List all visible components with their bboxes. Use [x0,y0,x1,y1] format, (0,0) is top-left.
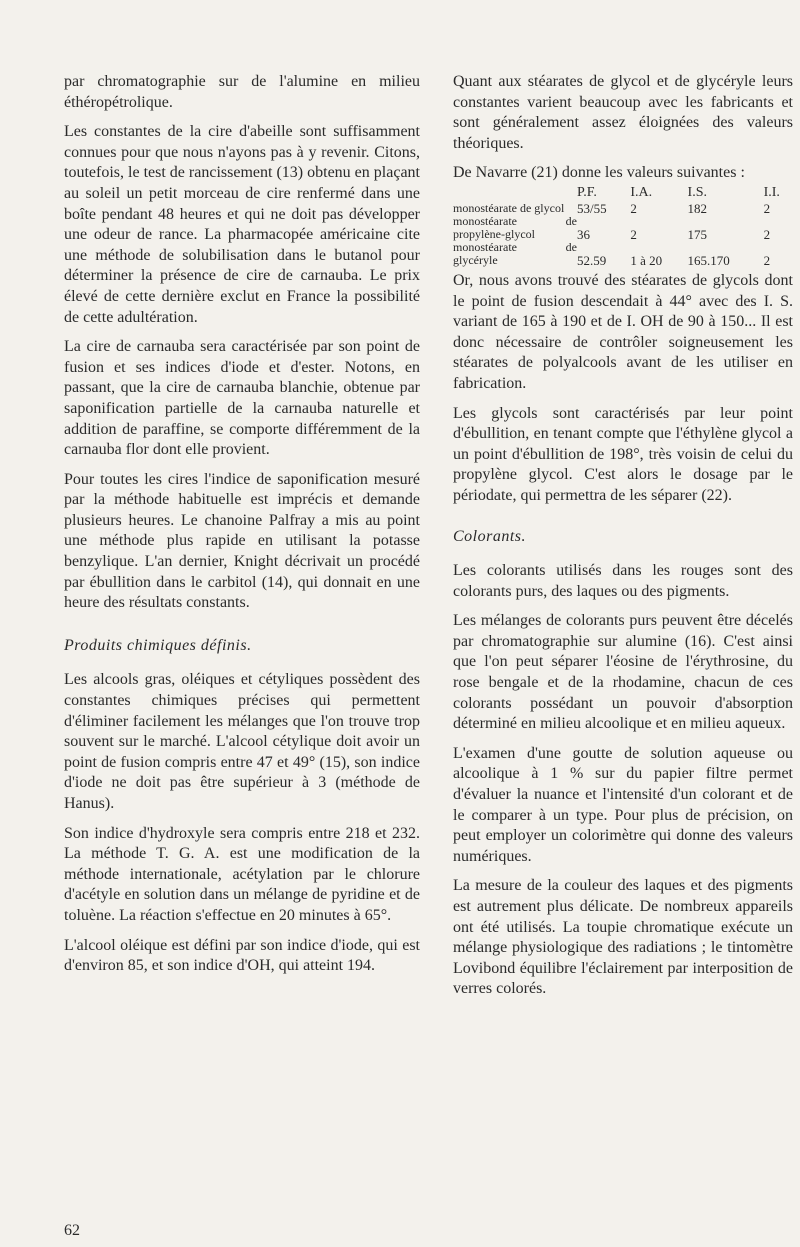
melting-point: 36 [577,226,590,242]
column-header: I.I. [763,184,780,200]
paragraph: De Navarre (21) donne les valeurs suivantes : [453,164,745,182]
acid-index: 1 à 20 [630,252,663,268]
table-header-row [453,186,793,202]
paragraph: Les colorants utilisés dans les rouges sont des colorants purs, des laques ou des pigments. [453,562,793,600]
paragraph: Les mélanges de colorants purs peuvent être décelés par chromatographie sur alumine (16). C'est ainsi que l'on peut séparer l'éosine de l'érythrosine, du rose bengale et de la rhodamine, chacun de ces colorants possédant un pouvoir d'absorption déterminé en milieu alcoolique et en milieu aqueux. [453,612,793,733]
saponification-index: 175 [687,226,708,242]
acid-index: 2 [630,200,637,216]
iodine-index: 2 [763,226,771,242]
column-header: I.S. [687,184,707,200]
column-header: I.A. [630,184,653,200]
melting-point: 53/55 [577,200,607,216]
paragraph: Les alcools gras, oléiques et cétyliques possèdent des constantes chimiques précises qui permettent d'éliminer facilement les mélanges que l'on trouve trop souvent sur le marché. L'alcool cétylique doit avoir un point de fusion compris entre 47 et 49° (15), son indice d'iode ne doit pas être supérieur à 3 (méthode de Hanus). [64,671,420,812]
saponification-index: 182 [687,200,708,216]
iodine-index: 2 [763,200,771,216]
page-number: 62 [64,1222,80,1239]
paragraph: Or, nous avons trouvé des stéarates de glycols dont le point de fusion descendait à 44° avec des I. S. variant de 165 à 190 et de I. OH de 90 à 150... Il est donc nécessaire de contrôler soigneusement les stéarates de polyalcools avant de les utiliser en fabrication. [453,271,793,392]
column-header: P.F. [577,184,597,200]
paragraph: par chromatographie sur de l'alumine en milieu éthéropétrolique. [64,73,420,111]
paragraph: Les constantes de la cire d'abeille sont suffisamment connues pour que nous n'ayons pas à y revenir. Citons, toutefois, le test de rancissement (13) obtenu en plaçant au soleil un petit morceau de cire renfermé dans une boîte pendant 48 heures et qui ne doit pas développer une odeur de rance. La pharmacopée américaine cite une méthode de solubilisation dans le butanol pour déterminer la présence de cire de carnauba. Le prix élevé de cette dernière exclut en France la possibilité de cette adultération. [64,123,420,326]
paragraph: Quant aux stéarates de glycol et de glycéryle leurs constantes varient beaucoup avec les fabricants et sont généralement assez éloignées des valeurs théoriques. [453,73,793,152]
iodine-index: 2 [763,252,771,268]
melting-point: 52.59 [577,252,607,268]
paragraph: L'examen d'une goutte de solution aqueuse ou alcoolique à 1 % sur du papier filtre permet d'évaluer la nuance et l'intensité d'un colorant et de le comparer à un type. Pour plus de précision, on peut employer un colorimètre qui donne des valeurs numériques. [453,744,793,865]
section-heading: Produits chimiques définis. [64,636,252,654]
paragraph: La mesure de la couleur des laques et des pigments est autrement plus délicate. De nombreux appareils ont été utilisés. La toupie chromatique exécute un mélange physiologique des radiations ; le tintomètre Lovibond équilibre l'éclairement par interposition de verres colorés. [453,877,793,998]
right-column [453,72,793,1009]
paragraph: Pour toutes les cires l'indice de saponification mesuré par la méthode habituelle est imprécis et demande plusieurs heures. Le chanoine Palfray a mis au point une méthode plus rapide en utilisant la potasse benzylique. L'an dernier, Knight décrivait un procédé par ébullition dans le carbitol (14), qui donnait en une heure des résultats constants. [64,470,420,612]
compound-name: monostéarate de glycéryle [453,239,577,267]
paragraph: La cire de carnauba sera caractérisée par son point de fusion et ses indices d'iode et d'ester. Notons, en passant, que la cire de carnauba blanchie, obtenue par saponification partielle de la carnauba naturelle et addition de paraffine, se comporte différemment de la carnauba flor dont elle provient. [64,338,420,459]
saponification-index: 165.170 [687,252,730,268]
table-row [453,215,793,241]
compound-name: monostéarate de propylène-glycol [453,213,577,241]
paragraph: Les glycols sont caractérisés par leur point d'ébullition, en tenant compte que l'éthylène glycol a un point d'ébullition de 198°, très voisin de celui du propylène glycol. C'est alors le dosage par le périodate, qui permettra de les séparer (22). [453,404,793,504]
paragraph: Son indice d'hydroxyle sera compris entre 218 et 232. La méthode T. G. A. est une modification de la méthode internationale, acétylation par le chlorure d'acétyle en solution dans un mélange de pyridine et de toluène. La réaction s'effectue en 20 minutes à 65°. [64,824,420,924]
constants-table [453,186,793,267]
section-heading: Colorants. [453,527,527,545]
paragraph: L'alcool oléique est défini par son indice d'iode, qui est d'environ 85, et son indice d'OH, qui atteint 194. [64,936,420,975]
compound-name: monostéarate de glycol [453,200,565,215]
table-row [453,241,793,267]
acid-index: 2 [630,226,637,242]
left-column [64,72,420,986]
